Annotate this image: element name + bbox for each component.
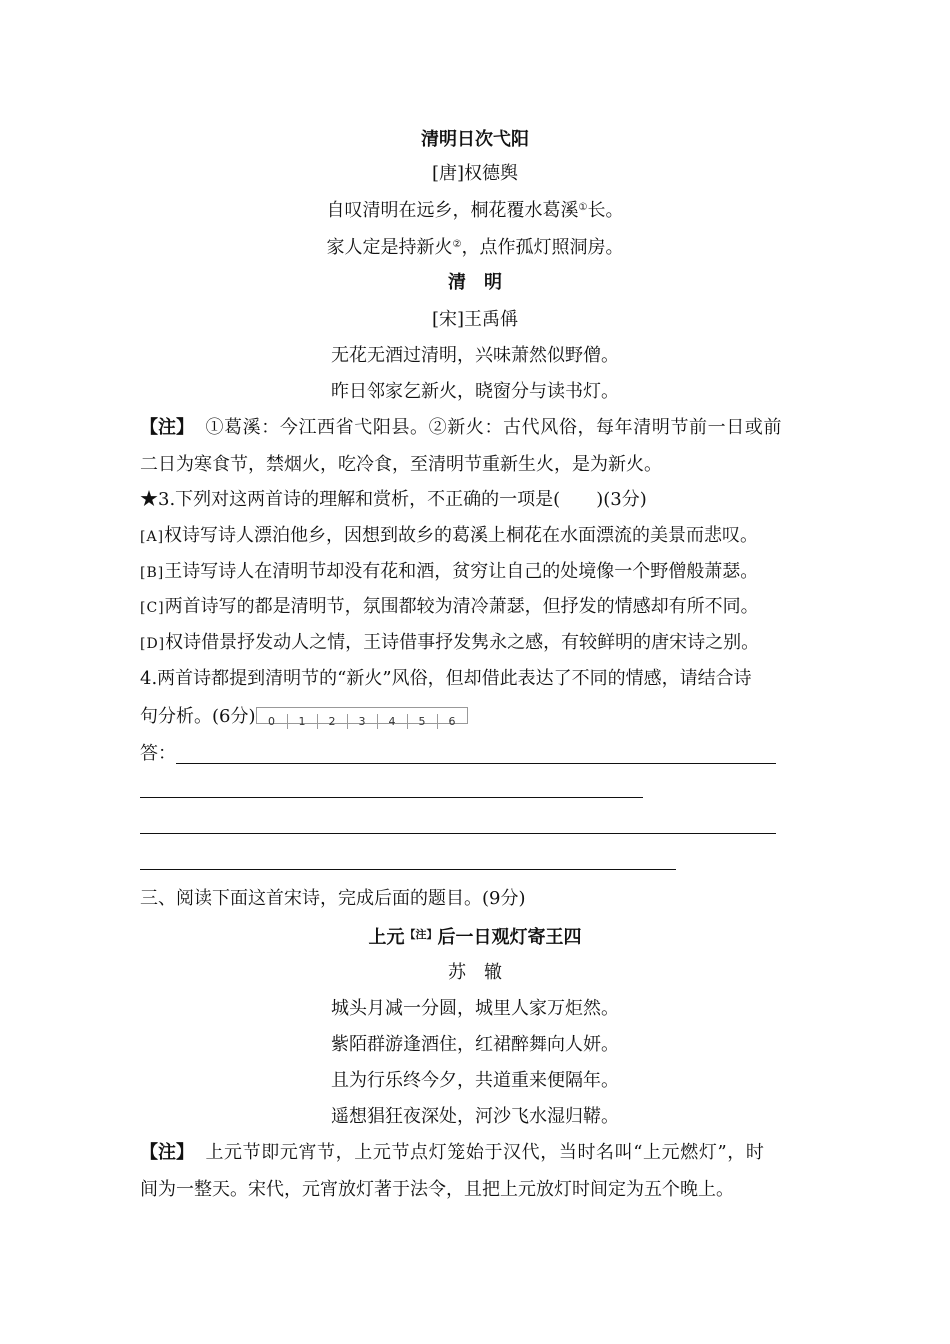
q3-option-c[interactable]: [140, 595, 759, 620]
poem1-line2-a: 家人定是持新火: [326, 237, 453, 258]
answer-line-4[interactable]: [140, 869, 676, 870]
q3-stem-b: )(3分): [596, 489, 647, 510]
option-text: 王诗写诗人在清明节却没有花和酒，贫穷让自己的处境像一个野僧般萧瑟。: [164, 561, 759, 582]
answer-line-3[interactable]: [140, 833, 776, 834]
option-text: 权诗借景抒发动人之情，王诗借事抒发隽永之感，有较鲜明的唐宋诗之别。: [165, 632, 760, 653]
poem3-line: 且为行乐终今夕，共道重来便隔年。: [331, 1070, 619, 1091]
score-cell[interactable]: 0: [268, 715, 275, 728]
score-cell[interactable]: 1: [287, 714, 317, 729]
option-text: 权诗写诗人漂泊他乡，因想到故乡的葛溪上桐花在水面漂流的美景而悲叹。: [164, 525, 759, 546]
poem3-author: 苏 辙: [448, 962, 502, 983]
q3-stem: [140, 488, 647, 512]
poem1-line2: [0, 236, 950, 260]
note1-line1: [140, 416, 782, 440]
answer-line-1[interactable]: [176, 763, 776, 764]
poem3-line: 紫陌群游逢酒住，红裙醉舞向人妍。: [331, 1034, 619, 1055]
note1-label: 【注】: [140, 417, 194, 438]
score-cell[interactable]: 6: [437, 714, 467, 729]
poem3-line: 遥想猖狂夜深处，河沙飞水湿归鞯。: [331, 1106, 619, 1127]
note1-text1: ①葛溪：今江西省弋阳县。②新火：古代风俗，每年清明节前一日或前: [205, 417, 783, 438]
poem2-line1: 无花无酒过清明，兴味萧然似野僧。: [331, 345, 619, 366]
poem3-title: [0, 926, 950, 950]
note1-text2: 二日为寒食节，禁烟火，吃冷食，至清明节重新生火，是为新火。: [140, 454, 662, 475]
poem2-author: [宋]王禹偁: [431, 309, 519, 330]
poem1-line2-b: ，点作孤灯照洞房。: [461, 237, 624, 258]
q3-option-a[interactable]: [140, 524, 758, 549]
score-cell[interactable]: 2: [317, 714, 347, 729]
poem2-line2: 昨日邻家乞新火，晓窗分与读书灯。: [331, 381, 619, 402]
score-cell[interactable]: 5: [407, 714, 437, 729]
answer-line-2[interactable]: [140, 797, 643, 798]
score-cell[interactable]: 3: [347, 714, 377, 729]
q4-stem2: 句分析。(6分): [140, 706, 256, 727]
q4-stem-line2: [140, 705, 468, 729]
note3-text2: 间为一整天。宋代，元宵放灯著于法令，且把上元放灯时间定为五个晚上。: [140, 1179, 734, 1200]
answer-label: 答：: [140, 743, 176, 764]
q3-option-d[interactable]: [140, 631, 759, 656]
q4-stem-line1: 4.两首诗都提到清明节的“新火”风俗，但却借此表达了不同的情感，请结合诗: [140, 668, 752, 689]
poem3-title-note: 【注】: [404, 928, 438, 941]
poem3-title-a: 上元: [368, 927, 405, 948]
poem1-line1-a: 自叹清明在远乡，桐花覆水葛溪: [326, 200, 579, 221]
footnote-mark-1: ①: [578, 202, 588, 213]
note3-text1: 上元节即元宵节，上元节点灯笼始于汉代，当时名叫“上元燃灯”，时: [205, 1142, 765, 1163]
q3-option-b[interactable]: [140, 560, 758, 585]
poem3-title-b: 后一日观灯寄王四: [437, 927, 582, 948]
score-box: [256, 707, 468, 728]
option-tag: [C]: [140, 600, 165, 616]
poem3-line: 城头月减一分圆，城里人家万炬然。: [331, 998, 619, 1019]
section3-heading: 三、阅读下面这首宋诗，完成后面的题目。(9分): [140, 888, 526, 909]
option-text: 两首诗写的都是清明节，氛围都较为清冷萧瑟，但抒发的情感却有所不同。: [164, 596, 759, 617]
poem1-line1-b: 长。: [587, 200, 624, 221]
option-tag: [A]: [140, 529, 165, 545]
q3-stem-a: ★3.下列对这两首诗的理解和赏析，不正确的一项是(: [140, 489, 561, 510]
score-cell[interactable]: 4: [377, 714, 407, 729]
poem1-author: [唐]权德舆: [431, 163, 519, 184]
note3-label: 【注】: [140, 1142, 194, 1163]
note3-line1: [140, 1141, 764, 1165]
footnote-mark-2: ②: [452, 239, 462, 250]
poem2-title: 清 明: [448, 272, 502, 293]
poem1-line1: [0, 199, 950, 223]
option-tag: [B]: [140, 565, 165, 581]
poem1-title: 清明日次弋阳: [421, 129, 529, 150]
option-tag: [D]: [140, 636, 166, 652]
